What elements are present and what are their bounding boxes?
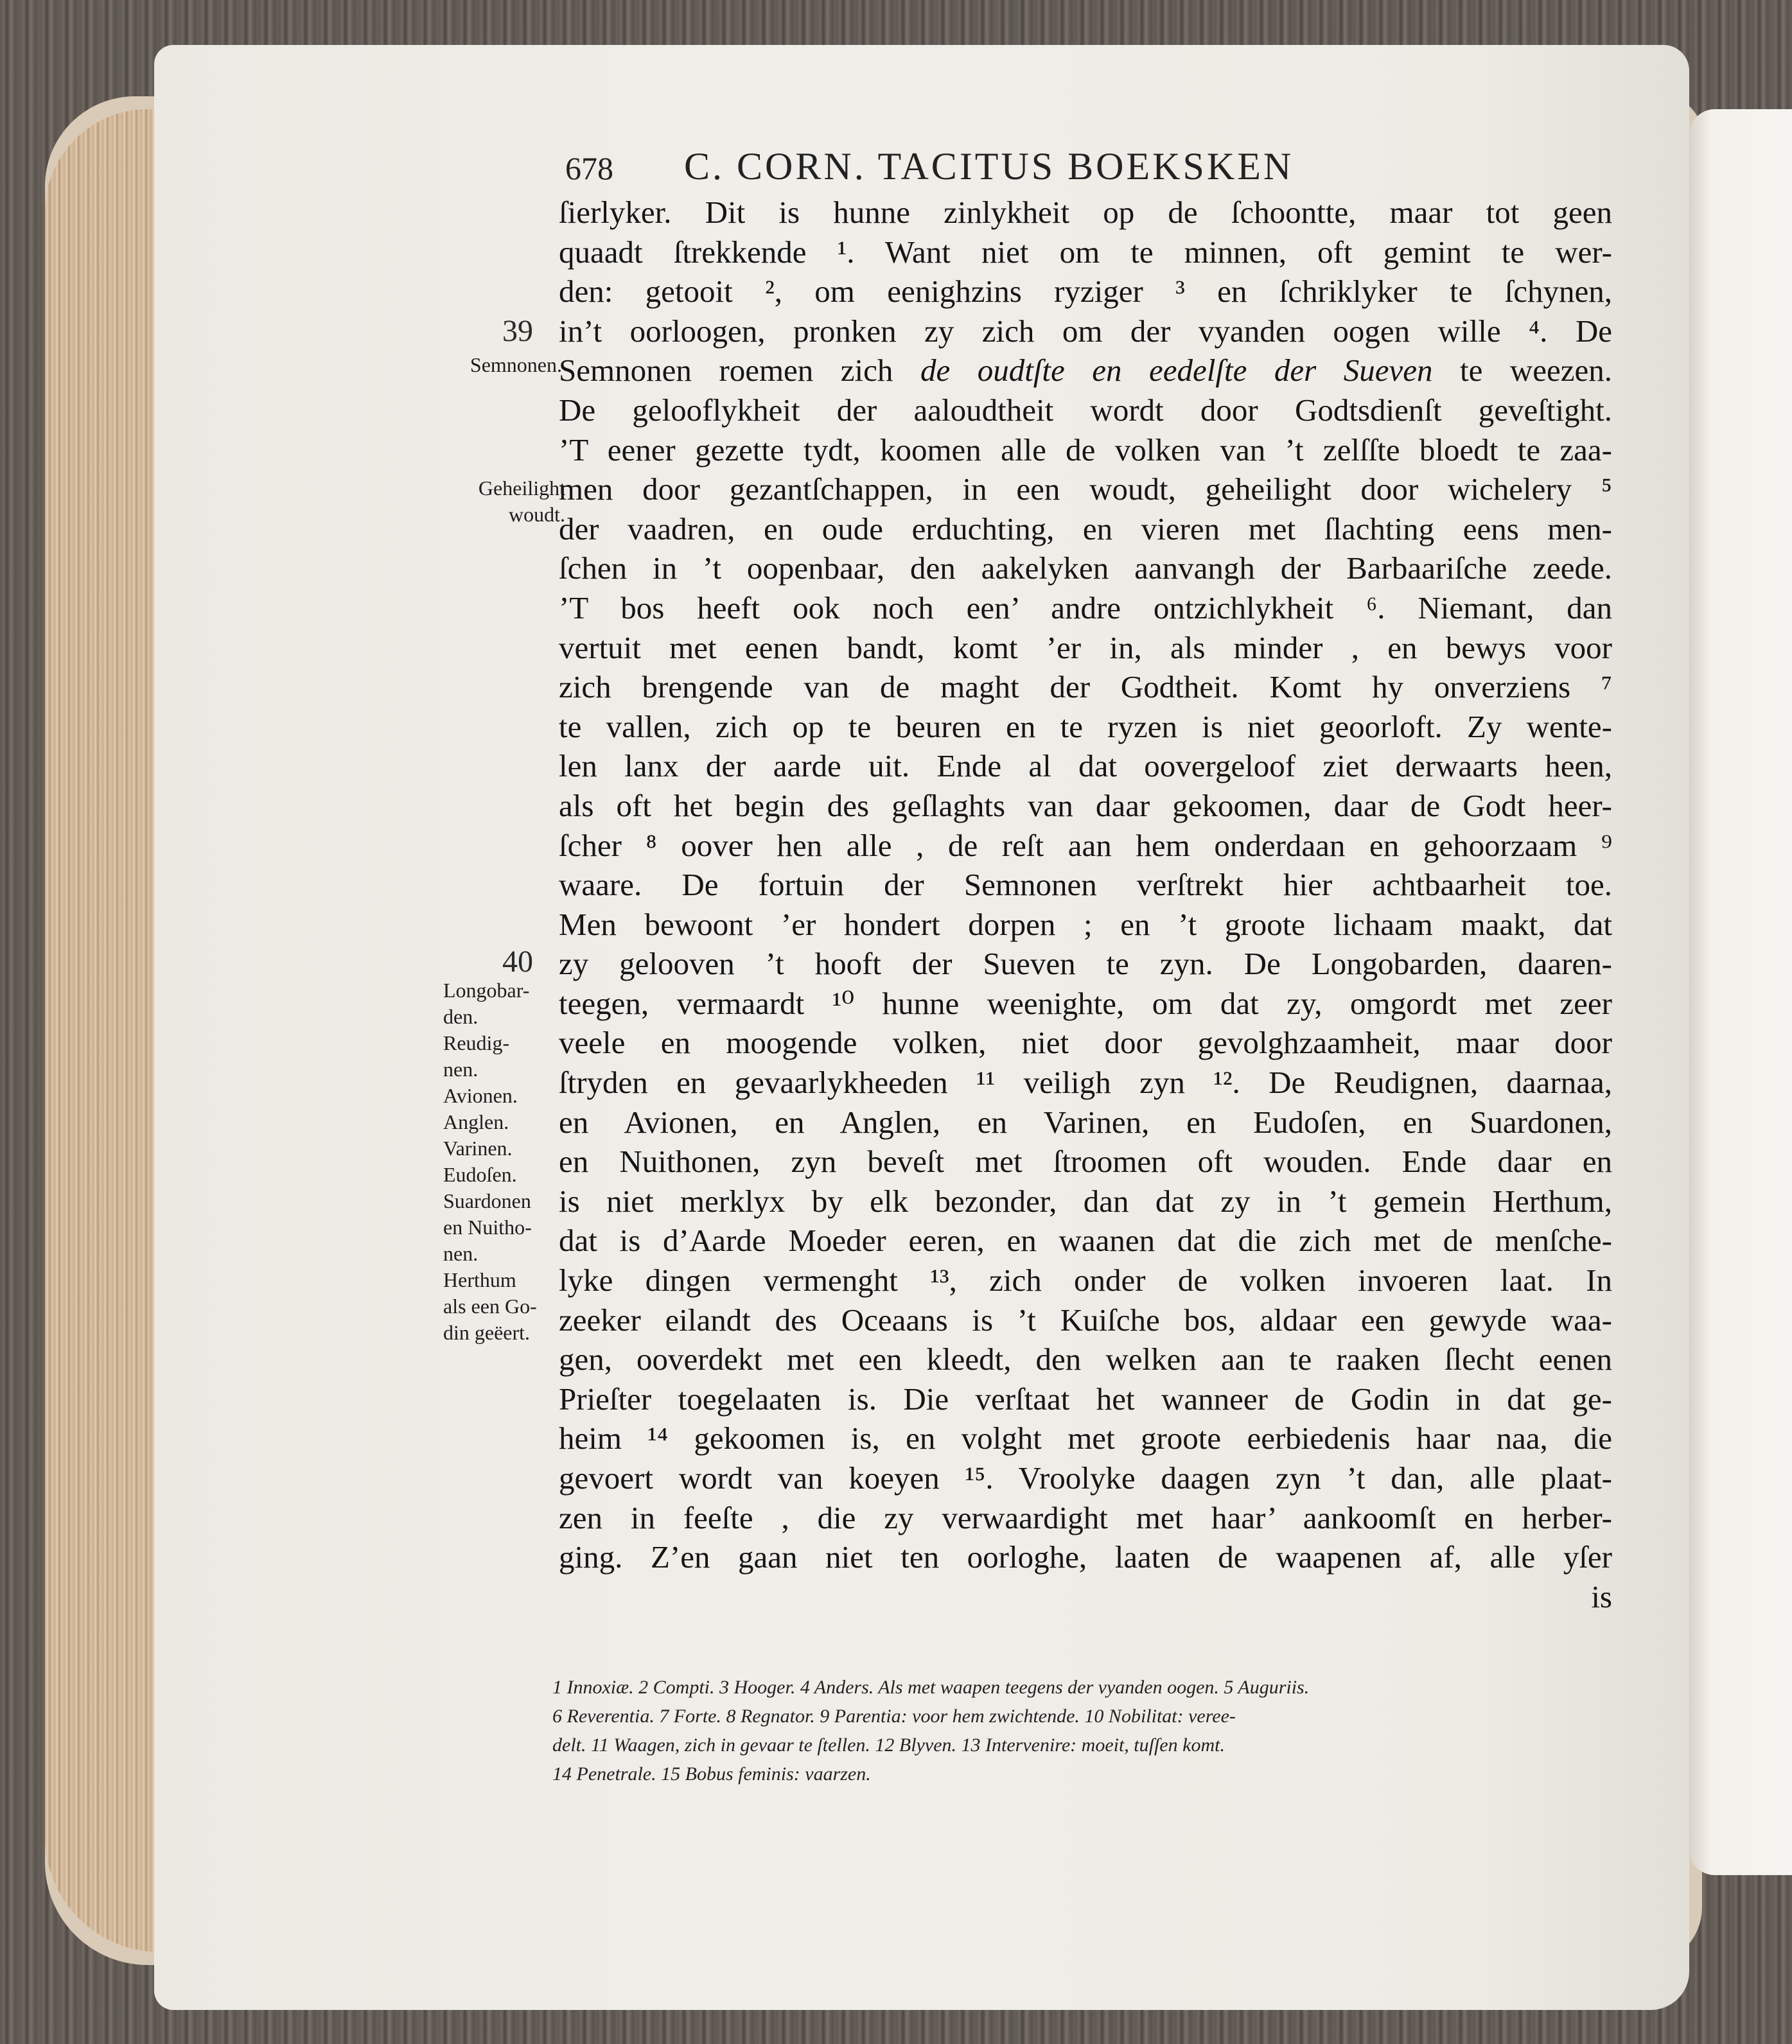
- text-line: [559, 430, 1612, 470]
- text-run: is: [1591, 1578, 1612, 1614]
- text-run: ’T eener gezette tydt, koomen alle de volken van ’t zelſſte bloedt te zaa-: [559, 432, 1612, 467]
- margin-note-line: Longobar-: [443, 979, 530, 1002]
- margin-note-line: en Nuitho-: [443, 1216, 532, 1239]
- text-run: Prieſter toegelaaten is. Die verſtaat het wanneer de Godin in dat ge-: [559, 1381, 1612, 1417]
- footnote-line: 6 Reverentia. 7 Forte. 8 Regnator. 9 Parentia: voor hem zwichtende. 10 Nobilitat: veree-: [552, 1706, 1236, 1727]
- text-line: [559, 1458, 1612, 1498]
- text-line: [559, 548, 1612, 588]
- text-run: den: getooit ², om eenighzins ryziger ³ en ſchriklyker te ſchynen,: [559, 274, 1612, 310]
- text-line: [559, 865, 1612, 905]
- margin-note-semnonen: [417, 352, 562, 378]
- text-run: Men bewoont ’er hondert dorpen ; en ’t groote lichaam maakt, dat: [559, 906, 1612, 942]
- text-run: ſcher ⁸ oover hen alle , de reſt aan hem onderdaan en gehoorzaam ⁹: [559, 827, 1612, 863]
- text-line: [559, 1103, 1612, 1142]
- text-line: [559, 311, 1612, 351]
- margin-note-line: als een Go-: [443, 1295, 537, 1318]
- text-run: ſierlyker. Dit is hunne zinlykheit op de ſchoontte, maar tot geen: [559, 195, 1612, 230]
- margin-note-geheilight-woudt: [424, 475, 565, 528]
- text-line: [559, 469, 1612, 509]
- text-line: [559, 1537, 1612, 1577]
- text-line: [559, 1221, 1612, 1261]
- margin-note-line: nen.: [443, 1058, 479, 1081]
- text-run: gevoert wordt van koeyen ¹⁵. Vroolyke daagen zyn ’t dan, alle plaat-: [559, 1460, 1612, 1496]
- text-line: [559, 944, 1612, 984]
- text-run: teegen, vermaardt ¹⁰ hunne weenighte, om dat zy, omgordt met zeer: [559, 985, 1612, 1021]
- running-head: [565, 144, 1477, 196]
- text-line: [559, 351, 1612, 390]
- margin-note-line: Reudig-: [443, 1031, 510, 1054]
- margin-note-line: den.: [443, 1005, 479, 1028]
- text-run: dat is d’Aarde Moeder eeren, en waanen dat die zich met de menſche-: [559, 1223, 1612, 1259]
- margin-note-line: Eudoſen.: [443, 1163, 517, 1186]
- text-run: is niet merklyx by elk bezonder, dan dat zy in ’t gemein Herthum,: [559, 1183, 1612, 1219]
- text-line: [559, 667, 1612, 707]
- text-run: gen, ooverdekt met een kleedt, den welken aan te raaken ſlecht eenen: [559, 1341, 1612, 1377]
- text-line: [559, 1577, 1612, 1617]
- text-line: [559, 1063, 1612, 1103]
- facing-page: [1689, 109, 1792, 1875]
- text-line: [559, 1340, 1612, 1379]
- text-run: ging. Z’en gaan niet ten oorloghe, laaten de waapenen af, alle yſer: [559, 1539, 1612, 1575]
- margin-note-line: Anglen.: [443, 1110, 509, 1133]
- text-line: [559, 588, 1612, 628]
- text-run: De gelooflykheit der aaloudtheit wordt door Godtsdienſt geveſtight.: [559, 392, 1612, 428]
- text-line: [559, 1142, 1612, 1182]
- text-run: te weezen.: [1432, 353, 1612, 389]
- text-line: [559, 509, 1612, 549]
- text-run: zeeker eilandt des Oceaans is ’t Kuiſche bos, aldaar een gewyde waa-: [559, 1302, 1612, 1338]
- page-number: 678: [565, 150, 613, 186]
- footnote-line: 14 Penetrale. 15 Bobus feminis: vaarzen.: [552, 1763, 871, 1785]
- text-run: quaadt ſtrekkende ¹. Want niet om te minnen, oft gemint te wer-: [559, 234, 1612, 270]
- text-run: len lanx der aarde uit. Ende al dat oovergeloof ziet derwaarts heen,: [559, 748, 1612, 784]
- text-line: [559, 1182, 1612, 1221]
- running-title: C. CORN. TACITUS BOEKSKEN: [684, 145, 1294, 188]
- margin-note-line: Avionen.: [443, 1084, 518, 1107]
- text-line: [559, 826, 1612, 866]
- text-run: in’t oorloogen, pronken zy zich om der vyanden oogen wille ⁴. De: [559, 313, 1612, 349]
- text-run: der vaadren, en oude erduchting, en vieren met ſlachting eens men-: [559, 511, 1612, 546]
- footnote-line: delt. 11 Waagen, zich in gevaar te ſtellen. 12 Blyven. 13 Intervenire: moeit, tuſſen komt.: [552, 1734, 1225, 1756]
- text-run: waare. De fortuin der Semnonen verſtrekt hier achtbaarheit toe.: [559, 867, 1612, 903]
- margin-note-line: woudt.: [509, 503, 565, 526]
- footnotes: [552, 1673, 1644, 1788]
- text-run: men door gezantſchappen, in een woudt, geheilight door wichelery ⁵: [559, 471, 1612, 507]
- text-line: [559, 1419, 1612, 1458]
- text-run: en Avionen, en Anglen, en Varinen, en Eudoſen, en Suardonen,: [559, 1104, 1612, 1140]
- text-line: [559, 272, 1612, 311]
- margin-note-line: Geheilight: [478, 476, 565, 500]
- text-line: [559, 905, 1612, 945]
- text-run: ſtryden en gevaarlykheeden ¹¹ veiligh zyn ¹². De Reudignen, daarnaa,: [559, 1065, 1612, 1101]
- text-run: zen in feeſte , die zy verwaardight met haar’ aankoomſt en herber-: [559, 1499, 1612, 1535]
- text-run: zy gelooven ’t hooft der Sueven te zyn. De Longobarden, daaren-: [559, 946, 1612, 982]
- body-text: [559, 193, 1612, 1616]
- text-line: [559, 786, 1612, 826]
- text-run: heim ¹⁴ gekoomen is, en volght met groote eerbiedenis haar naa, die: [559, 1420, 1612, 1456]
- text-line: [559, 1300, 1612, 1340]
- text-line: [559, 232, 1612, 272]
- text-run: lyke dingen vermenght ¹³, zich onder de volken invoeren laat. In: [559, 1262, 1612, 1298]
- margin-note-line: din geëert.: [443, 1321, 531, 1344]
- section-number-39: 39: [502, 314, 533, 348]
- text-line: [559, 1379, 1612, 1419]
- text-run: als oft het begin des geſlaghts van daar gekoomen, daar de Godt heer-: [559, 787, 1612, 823]
- text-line: [559, 628, 1612, 668]
- text-line: [559, 707, 1612, 747]
- margin-note-line: Herthum: [443, 1268, 516, 1291]
- margin-note-line: Suardonen: [443, 1189, 531, 1212]
- text-run: ’T bos heeft ook noch een’ andre ontzichlykheit ⁶. Niemant, dan: [559, 590, 1612, 625]
- footnote-line: 1 Innoxiæ. 2 Compti. 3 Hooger. 4 Anders. Als met waapen teegens der vyanden oogen. 5 Auguriis.: [552, 1677, 1310, 1698]
- text-run: Semnonen roemen zich: [559, 353, 920, 389]
- section-number-40: 40: [502, 945, 533, 979]
- text-line: [559, 193, 1612, 232]
- text-run: vertuit met eenen bandt, komt ’er in, als minder , en bewys voor: [559, 629, 1612, 665]
- italic-phrase: de oudtſte en eedelſte der Sueven: [920, 353, 1433, 389]
- text-run: zich brengende van de maght der Godtheit. Komt hy onverziens ⁷: [559, 669, 1612, 705]
- margin-note-tribes: [443, 977, 565, 1346]
- margin-note-line: nen.: [443, 1242, 479, 1265]
- text-line: [559, 390, 1612, 430]
- margin-note-line: Varinen.: [443, 1137, 513, 1160]
- text-line: [559, 1498, 1612, 1538]
- text-run: te vallen, zich op te beuren en te ryzen is niet geoorloft. Zy wente-: [559, 708, 1612, 744]
- text-run: en Nuithonen, zyn beveſt met ſtroomen oft wouden. Ende daar en: [559, 1144, 1612, 1180]
- text-run: veele en moogende volken, niet door gevolghzaamheit, maar door: [559, 1025, 1612, 1061]
- text-line: [559, 1261, 1612, 1300]
- text-line: [559, 746, 1612, 786]
- text-line: [559, 1023, 1612, 1063]
- text-line: [559, 984, 1612, 1024]
- margin-note-line: Semnonen.: [470, 353, 562, 376]
- text-run: ſchen in ’t oopenbaar, den aakelyken aanvangh der Barbaariſche zeede.: [559, 550, 1612, 586]
